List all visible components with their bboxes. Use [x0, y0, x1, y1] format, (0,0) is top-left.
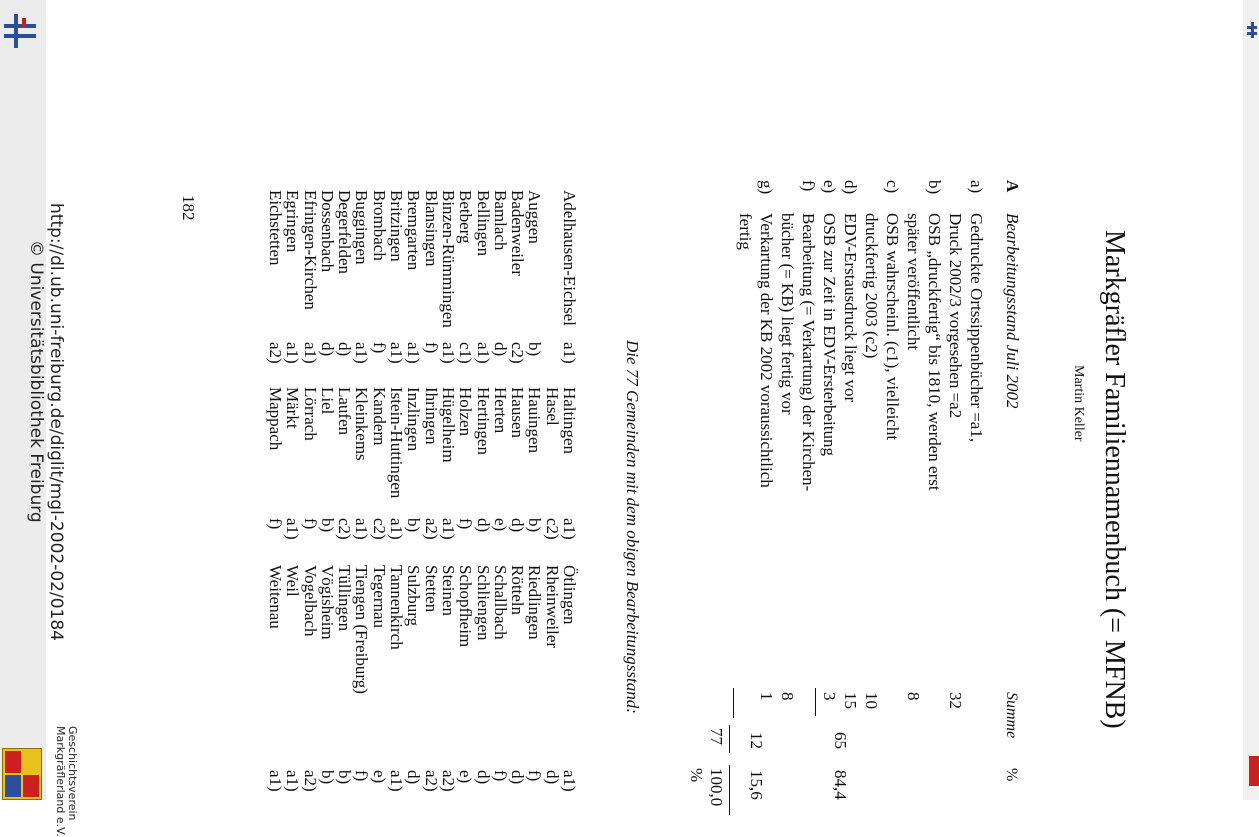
status-text: bücher (= KB) liegt fertig vor [778, 213, 797, 415]
col3-codes [267, 770, 578, 792]
list-item: Steinen [438, 565, 458, 616]
list-code: e) [456, 770, 476, 784]
communities-subheading: Die 77 Gemeinden mit dem obigen Bearbeitungsstand: [623, 340, 642, 714]
list-code: d) [542, 770, 562, 785]
list-item: Hertingen [473, 387, 493, 455]
status-text: OSB wahrscheinl. (c1), vielleicht [883, 213, 902, 441]
list-item [543, 190, 560, 328]
list-code: d) [473, 770, 493, 785]
list-code: e) [369, 770, 389, 784]
section-letter: A [1003, 180, 1022, 193]
list-code: e) [490, 518, 510, 532]
list-code: a1) [473, 342, 493, 364]
status-text: Bearbeitung (= Verkartung) der Kirchen- [799, 213, 818, 492]
status-text: fertig [736, 213, 755, 250]
list-code [543, 342, 560, 364]
status-text: OSB „druckfertig“ bis 1810, werden erst [925, 213, 944, 491]
list-code: a1) [300, 342, 320, 364]
status-letter: g) [757, 180, 776, 195]
author-name: Martin Keller [1071, 365, 1086, 442]
list-item: Tiengen (Freiburg) [352, 565, 372, 694]
scanned-page [26, 0, 1132, 837]
list-item: Adelhausen-Eichsel [560, 190, 579, 326]
copyright-line: © Universitätsbibliothek Freiburg [26, 240, 46, 523]
list-item: Märkt [283, 387, 303, 429]
list-item: Auggen [525, 190, 545, 244]
list-code: d) [508, 770, 528, 785]
list-item: Bamlach [490, 190, 510, 251]
col1-codes [267, 342, 578, 364]
sum-underline [815, 688, 816, 716]
list-code: d) [404, 770, 424, 785]
list-code: a2) [421, 770, 441, 792]
list-code: a1) [283, 342, 303, 364]
status-percent: 84,4 [831, 770, 850, 800]
list-code: b) [525, 518, 545, 533]
total-line [733, 688, 734, 718]
status-text: OSB zur Zeit in EDV-Ersterbeitung [820, 213, 839, 456]
list-item: Tüllingen [335, 565, 355, 632]
status-text: Druck 2002/3 vorgesehen =a2 [946, 213, 965, 419]
total-percent: 100,0 % [687, 768, 726, 807]
list-code: d) [335, 342, 355, 357]
society-line1: Geschichtsverein [66, 726, 79, 821]
list-item: Weil [283, 565, 303, 597]
list-item: Tannenkirch [387, 565, 407, 650]
society-line2: Markgräflerland e.V. [54, 726, 67, 837]
status-letter: c) [883, 180, 902, 194]
list-code: f) [369, 342, 389, 354]
list-code: d) [490, 342, 510, 357]
list-item: Ihringen [421, 387, 441, 445]
list-item: Riedlingen [525, 565, 545, 640]
list-item: Laufen [335, 387, 355, 436]
list-code: a2) [300, 770, 320, 792]
list-code: a1) [404, 342, 424, 364]
col1-names [267, 190, 578, 328]
list-code: b) [335, 770, 355, 785]
list-item: Vogelbach [300, 565, 320, 637]
status-sum: 1 [757, 692, 776, 701]
header-percent: % [1003, 768, 1020, 782]
list-item: Hasel [542, 387, 562, 426]
list-item: Egringen [283, 190, 303, 253]
list-code: f) [300, 518, 320, 530]
list-code: b) [404, 518, 424, 533]
list-item: Efringen-Kirchen [300, 190, 320, 310]
total-line [729, 765, 730, 815]
society-name [54, 726, 78, 837]
source-url[interactable]: http://dl.ub.uni-freiburg.de/diglit/mgl-2002-02/0184 [46, 203, 66, 641]
status-sum: 32 [946, 692, 965, 709]
col2-names [267, 387, 578, 498]
list-code: a1) [387, 770, 407, 792]
list-item: Sulzburg [404, 565, 424, 627]
list-item: Rheinweiler [542, 565, 562, 649]
list-item: Degerfelden [335, 190, 355, 275]
list-item: Schopfheim [456, 565, 476, 648]
total-sum: 77 [707, 728, 726, 745]
list-code: f) [525, 770, 545, 782]
list-code: a1) [438, 342, 458, 364]
status-text: später veröffentlicht [904, 213, 923, 351]
list-code: a1) [438, 518, 458, 540]
list-item: Badenweiler [508, 190, 528, 276]
list-code: c2) [369, 518, 389, 540]
coat-of-arms-icon [2, 748, 42, 800]
page-title: Markgräfler Familiennamenbuch (= MFNB) [1099, 230, 1130, 729]
status-sum: 10 [862, 692, 881, 709]
status-letter: d) [841, 180, 860, 195]
col2-codes [267, 518, 578, 540]
list-code: a1) [352, 342, 372, 364]
list-code: f) [421, 342, 441, 354]
list-code: a1) [283, 770, 303, 792]
list-code: c2) [542, 518, 562, 540]
coat-of-arms-icon-right [1249, 756, 1259, 786]
list-item: Mappach [265, 387, 285, 451]
status-sum-subtotal: 12 [747, 732, 766, 749]
list-item: Britzingen [387, 190, 407, 262]
status-sum: 15 [841, 692, 860, 709]
list-code: a1) [560, 770, 579, 792]
list-code: a1) [265, 770, 285, 792]
list-item: Inzlingen [404, 387, 424, 452]
list-item: Schallbach [490, 565, 510, 640]
list-code: d) [508, 518, 528, 533]
status-letter: b) [925, 180, 944, 195]
list-item: Kandern [369, 387, 389, 446]
library-logo-icon-right [1247, 22, 1257, 38]
total-line [729, 725, 730, 753]
list-code: a1) [387, 518, 407, 540]
list-item: Herten [490, 387, 510, 434]
list-code: c1) [456, 342, 476, 364]
list-item: Hügelheim [438, 387, 458, 463]
list-code: f) [456, 518, 476, 530]
list-code: b) [317, 518, 337, 533]
list-code: a1) [560, 342, 579, 364]
status-sum: 3 [820, 692, 839, 701]
list-item: Eichstetten [265, 190, 285, 266]
status-letter: a) [967, 180, 986, 194]
status-percent: 15,6 [747, 770, 766, 800]
list-item: Tegernau [369, 565, 389, 628]
list-item: Liel [317, 387, 337, 415]
list-code: c2) [508, 342, 528, 364]
list-code: b) [525, 342, 545, 357]
list-item: Hauingen [525, 387, 545, 454]
list-item: Brombach [369, 190, 389, 261]
list-code: a1) [560, 518, 579, 540]
list-code: a1) [283, 518, 303, 540]
status-sum: 8 [778, 692, 797, 701]
header-summe: Summe [1003, 692, 1020, 739]
list-item: Rötteln [508, 565, 528, 616]
status-text: EDV-Erstausdruck liegt vor [841, 213, 860, 403]
status-letter: e) [820, 180, 839, 194]
list-item: Lörrach [300, 387, 320, 441]
list-item: Kleinkems [352, 387, 372, 461]
status-text: Gedruckte Ortssippenbücher =a1, [967, 213, 986, 443]
list-item: Istein-Huttingen [387, 387, 407, 499]
list-item: Buggingen [352, 190, 372, 265]
list-item: Blansingen [421, 190, 441, 267]
viewer-right-strip [1243, 0, 1259, 800]
list-code: f) [352, 770, 372, 782]
list-item: Hausen [508, 387, 528, 438]
list-code: a2) [438, 770, 458, 792]
section-title: Bearbeitungsstand Juli 2002 [1003, 213, 1022, 409]
list-code: b) [317, 770, 337, 785]
list-item: Weitenau [265, 565, 285, 629]
status-text: Verkartung der KB 2002 voraussichtlich [757, 213, 776, 488]
status-letter: f) [799, 180, 818, 192]
list-code: d) [473, 518, 493, 533]
list-item: Betberg [456, 190, 476, 244]
list-item: Vögisheim [317, 565, 337, 640]
list-item: Stetten [421, 565, 441, 613]
list-code: d) [317, 342, 337, 357]
list-item: Bellingen [473, 190, 493, 257]
list-code: a2) [265, 342, 285, 364]
list-code: f) [265, 518, 285, 530]
list-code: a2) [421, 518, 441, 540]
list-item: Bremgarten [404, 190, 424, 271]
status-text: druckfertig 2003 (c2) [862, 213, 881, 359]
status-sum-subtotal: 65 [831, 732, 850, 749]
list-code: c2) [335, 518, 355, 540]
list-code: a1) [352, 518, 372, 540]
list-item: Ötlingen [560, 565, 579, 625]
col3-names [267, 565, 578, 694]
list-code: a1) [387, 342, 407, 364]
list-item: Holzen [456, 387, 476, 437]
list-item: Binzen-Rümmingen [438, 190, 458, 328]
list-item: Dossenbach [317, 190, 337, 273]
list-item: Haltingen [560, 387, 579, 455]
list-item: Schliengen [473, 565, 493, 641]
status-sum: 8 [904, 692, 923, 701]
page-number: 182 [179, 195, 198, 221]
list-code: f) [490, 770, 510, 782]
library-logo-icon [4, 14, 36, 48]
